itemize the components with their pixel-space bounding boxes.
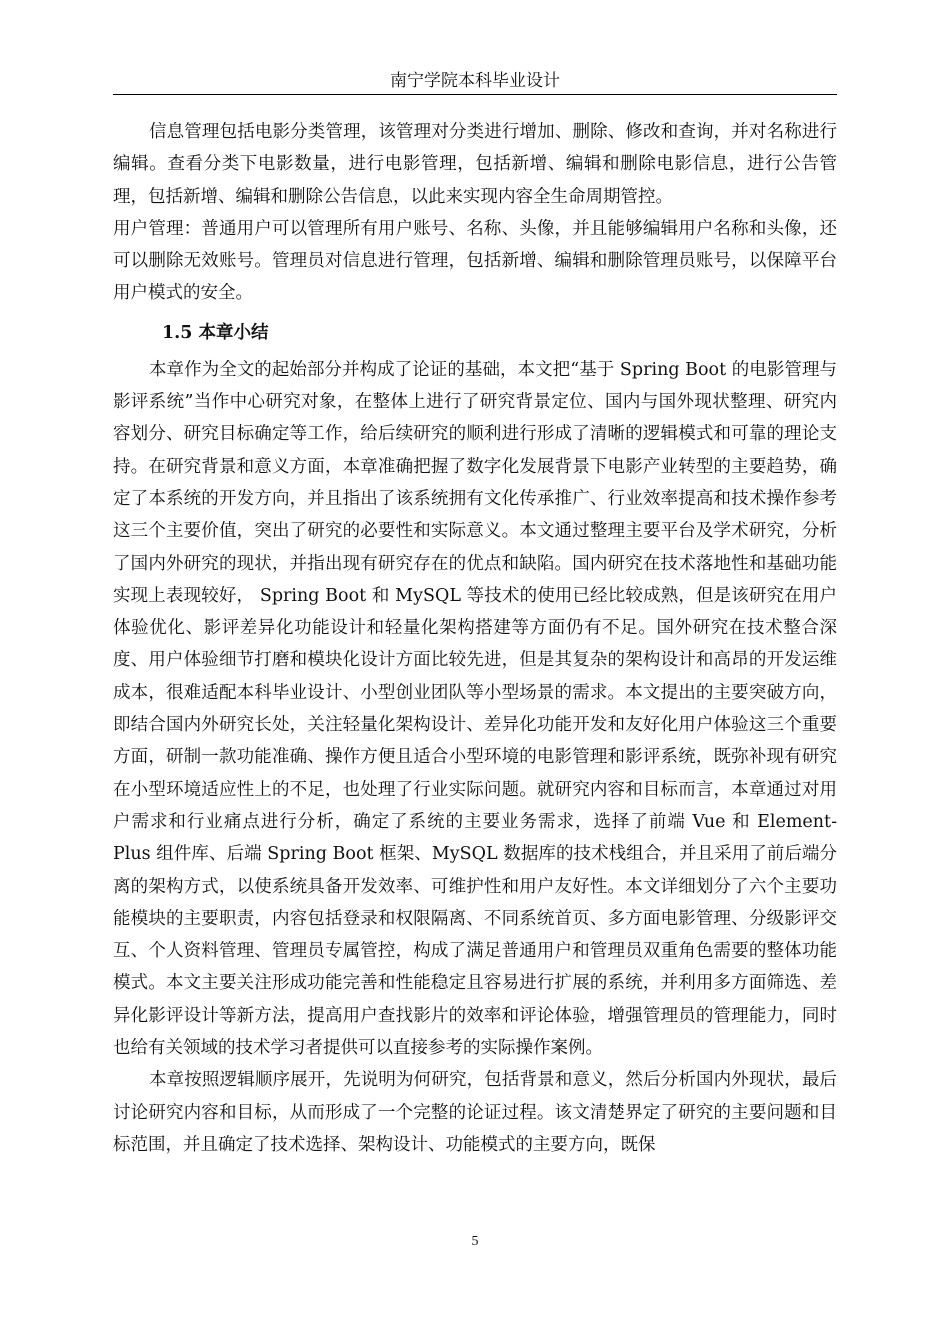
document-body xyxy=(113,116,837,1161)
page-header-title: 南宁学院本科毕业设计 xyxy=(390,71,560,91)
header-divider xyxy=(113,94,837,95)
section-heading: 1.5 本章小结 xyxy=(162,322,269,343)
page-number: 5 xyxy=(471,1234,479,1249)
paragraph-chapter-structure: 本章按照逻辑顺序展开，先说明为何研究，包括背景和意义，然后分析国内外现状，最后讨论研究内容和目标，从而形成了一个完整的论证过程。该文清楚界定了研究的主要问题和目标范围，并且确定了技术选择、架构设计、功能模式的主要方向，既保 xyxy=(113,1070,837,1155)
paragraph-user-management: 用户管理：普通用户可以管理所有用户账号、名称、头像，并且能够编辑用户名称和头像，还可以删除无效账号。管理员对信息进行管理，包括新增、编辑和删除管理员账号，以保障平台用户模式的安全。 xyxy=(113,218,837,304)
paragraph-info-management: 信息管理包括电影分类管理，该管理对分类进行增加、删除、修改和查询，并对名称进行编辑。查看分类下电影数量，进行电影管理，包括新增、编辑和删除电影信息，进行公告管理，包括新增、编辑和删除公告信息，以此来实现内容全生命周期管控。 xyxy=(113,122,837,207)
paragraph-chapter-summary: 本章作为全文的起始部分并构成了论证的基础，本文把“基于 Spring Boot 的电影管理与影评系统”当作中心研究对象，在整体上进行了研究背景定位、国内与国外现状整理、研究内容划分、研究目标确定等工作，给后续研究的顺利进行形成了清晰的逻辑模式和可靠的理论支持。在研究背景和意义方面，本章准确把握了数字化发展背景下电影产业转型的主要趋势，确定了本系统的开发方向，并且指出了该系统拥有文化传承推广、行业效率提高和技术操作参考这三个主要价值，突出了研究的必要性和实际意义。本文通过整理主要平台及学术研究，分析了国内外研究的现状，并指出现有研究存在的优点和缺陷。国内研究在技术落地性和基础功能实现上表现较好， Spring Boot 和 MySQL 等技术的使用已经比较成熟，但是该研究在用户体验优化、影评差异化功能设计和轻量化架构搭建等方面仍有不足。国外研究在技术整合深度、用户体验细节打磨和模块化设计方面比较先进，但是其复杂的架构设计和高昂的开发运维成本，很难适配本科毕业设计、小型创业团队等小型场景的需求。本文提出的主要突破方向，即结合国内外研究长处，关注轻量化架构设计、差异化功能开发和友好化用户体验这三个重要方面，研制一款功能准确、操作方便且适合小型环境的电影管理和影评系统，既弥补现有研究在小型环境适应性上的不足，也处理了行业实际问题。就研究内容和目标而言，本章通过对用户需求和行业痛点进行分析，确定了系统的主要业务需求，选择了前端 Vue 和 Element-Plus 组件库、后端 Spring Boot 框架、MySQL 数据库的技术栈组合，并且采用了前后端分离的架构方式，以使系统具备开发效率、可维护性和用户友好性。本文详细划分了六个主要功能模块的主要职责，内容包括登录和权限隔离、不同系统首页、多方面电影管理、分级影评交互、个人资料管理、管理员专属管控，构成了满足普通用户和管理员双重角色需要的整体功能模式。本文主要关注形成功能完善和性能稳定且容易进行扩展的系统，并利用多方面筛选、差异化影评设计等新方法，提高用户查找影片的效率和评论体验，增强管理员的管理能力，同时也给有关领域的技术学习者提供可以直接参考的实际操作案例。 xyxy=(113,359,837,1059)
